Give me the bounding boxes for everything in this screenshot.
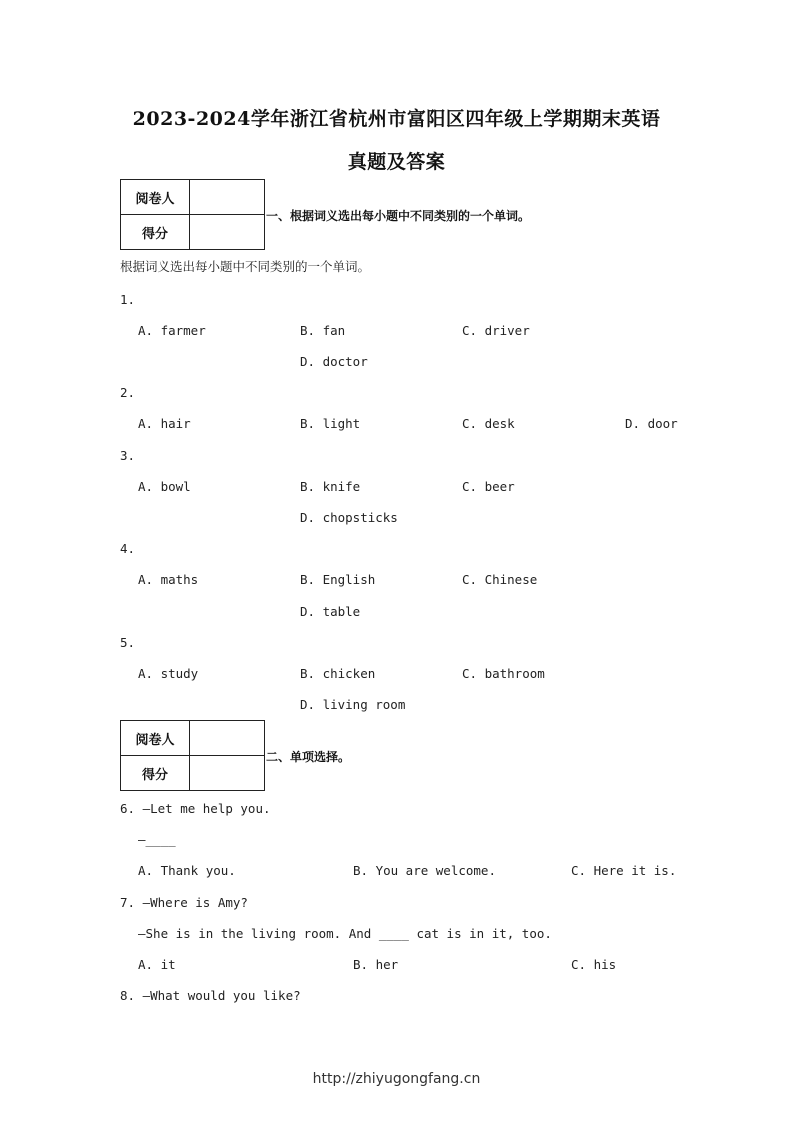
option-c[interactable]: C. desk <box>462 416 515 431</box>
question-text: 7. —Where is Amy? <box>120 895 248 910</box>
option-b[interactable]: B. chicken <box>300 666 376 681</box>
question-text: 8. —What would you like? <box>120 988 301 1003</box>
section1-heading: 一、根据词义选出每小题中不同类别的一个单词。 <box>266 209 531 223</box>
option-d[interactable]: D. living room <box>300 697 406 712</box>
question-text: —She is in the living room. And ____ cat is in it, too. <box>138 926 552 941</box>
question-number: 4. <box>120 541 136 556</box>
reviewer-field[interactable] <box>190 180 265 215</box>
score-label: 得分 <box>121 215 190 250</box>
option-b[interactable]: B. knife <box>300 479 361 494</box>
question-text: —____ <box>138 832 176 847</box>
option-a[interactable]: A. it <box>138 957 176 972</box>
page-title-line2: 真题及答案 <box>347 151 446 173</box>
question-number: 5. <box>120 635 136 650</box>
option-d[interactable]: D. chopsticks <box>300 510 398 525</box>
question-number: 1. <box>120 292 136 307</box>
score-label: 得分 <box>121 756 190 791</box>
score-box-2 <box>120 720 265 791</box>
option-a[interactable]: A. farmer <box>138 323 206 338</box>
option-c[interactable]: C. driver <box>462 323 530 338</box>
section2-heading: 二、单项选择。 <box>266 750 351 764</box>
section1-instruction: 根据词义选出每小题中不同类别的一个单词。 <box>120 259 371 274</box>
option-b[interactable]: B. You are welcome. <box>353 863 496 878</box>
option-d[interactable]: D. doctor <box>300 354 368 369</box>
reviewer-label: 阅卷人 <box>121 180 190 215</box>
question-text: 6. —Let me help you. <box>120 801 271 816</box>
option-b[interactable]: B. English <box>300 572 376 587</box>
score-field[interactable] <box>190 756 265 791</box>
reviewer-label: 阅卷人 <box>121 721 190 756</box>
footer-url: http://zhiyugongfang.cn <box>312 1071 481 1087</box>
option-b[interactable]: B. her <box>353 957 399 972</box>
reviewer-field[interactable] <box>190 721 265 756</box>
option-c[interactable]: C. bathroom <box>462 666 545 681</box>
question-number: 2. <box>120 385 136 400</box>
page-title-line1: 2023-2024学年浙江省杭州市富阳区四年级上学期期末英语 <box>132 108 661 130</box>
score-box-1 <box>120 179 265 250</box>
option-a[interactable]: A. maths <box>138 572 199 587</box>
option-c[interactable]: C. Chinese <box>462 572 538 587</box>
option-b[interactable]: B. fan <box>300 323 346 338</box>
option-a[interactable]: A. hair <box>138 416 191 431</box>
question-number: 3. <box>120 448 136 463</box>
option-a[interactable]: A. bowl <box>138 479 191 494</box>
option-a[interactable]: A. Thank you. <box>138 863 236 878</box>
option-b[interactable]: B. light <box>300 416 361 431</box>
option-a[interactable]: A. study <box>138 666 199 681</box>
option-c[interactable]: C. beer <box>462 479 515 494</box>
score-field[interactable] <box>190 215 265 250</box>
option-c[interactable]: C. his <box>571 957 617 972</box>
option-d[interactable]: D. table <box>300 604 361 619</box>
option-c[interactable]: C. Here it is. <box>571 863 677 878</box>
option-d[interactable]: D. door <box>625 416 678 431</box>
